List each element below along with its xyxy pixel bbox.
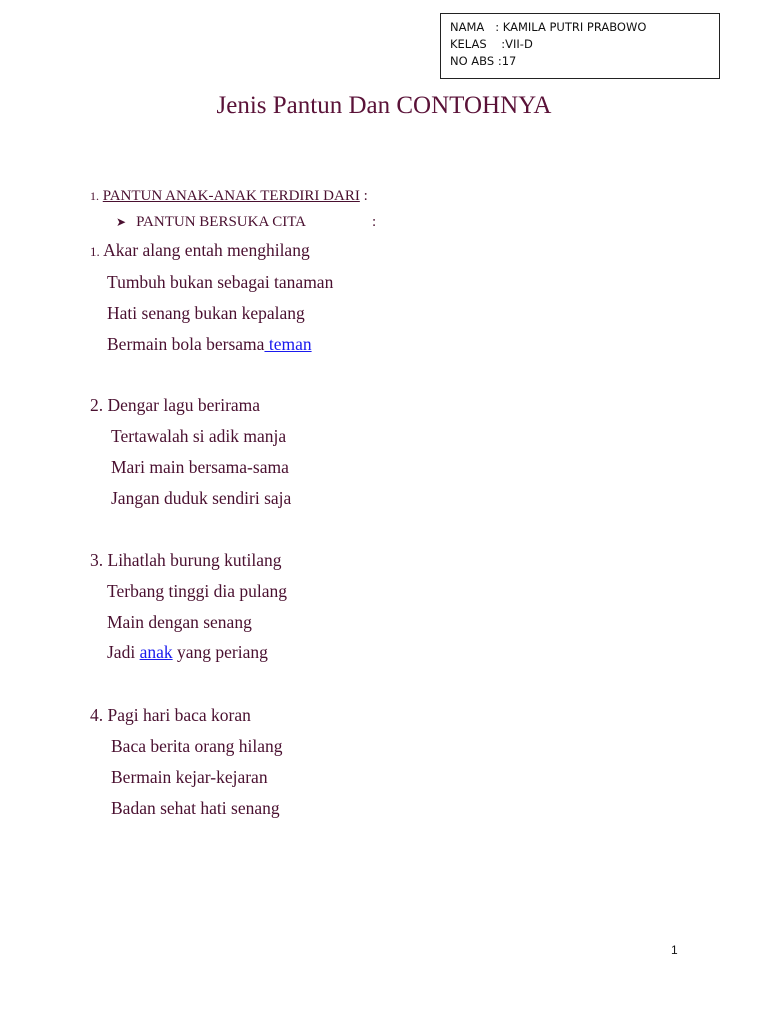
pantun-3-line-1 bbox=[90, 550, 282, 571]
pantun-3-text-4: Jadi bbox=[107, 642, 140, 662]
sub-heading-text: PANTUN BERSUKA CITA bbox=[136, 214, 306, 230]
pantun-3-text-1: Lihatlah burung kutilang bbox=[107, 550, 282, 570]
pantun-2-line-3: Mari main bersama-sama bbox=[111, 457, 289, 477]
sub-heading-colon: : bbox=[372, 214, 377, 230]
pantun-4-line-2: Baca berita orang hilang bbox=[111, 736, 283, 756]
arrow-bullet-icon: ➤ bbox=[116, 215, 127, 229]
pantun-1-line-4 bbox=[107, 334, 312, 355]
pantun-2-number: 2. bbox=[90, 395, 104, 415]
pantun-2-line-1 bbox=[90, 395, 260, 416]
section-heading bbox=[90, 188, 368, 205]
pantun-3-line-3: Main dengan senang bbox=[107, 612, 252, 632]
pantun-1-text-1: Akar alang entah menghilang bbox=[103, 240, 310, 260]
link-teman[interactable]: teman bbox=[264, 334, 312, 354]
section-number: 1. bbox=[90, 189, 99, 203]
pantun-1-text-4: Bermain bola bersama bbox=[107, 334, 265, 354]
section-heading-text: PANTUN ANAK-ANAK TERDIRI DARI bbox=[102, 188, 360, 204]
pantun-3-after-link: yang periang bbox=[172, 642, 268, 662]
link-anak[interactable]: anak bbox=[139, 642, 173, 662]
pantun-3-number: 3. bbox=[90, 550, 104, 570]
info-kelas: KELAS :VII-D bbox=[450, 37, 533, 51]
pantun-3-line-2: Terbang tinggi dia pulang bbox=[107, 581, 288, 601]
pantun-3-line-4 bbox=[107, 642, 268, 663]
pantun-1-line-2: Tumbuh bukan sebagai tanaman bbox=[107, 272, 334, 292]
pantun-4-line-4: Badan sehat hati senang bbox=[111, 798, 280, 818]
pantun-2-line-4: Jangan duduk sendiri saja bbox=[111, 488, 292, 508]
pantun-2-text-1: Dengar lagu berirama bbox=[107, 395, 261, 415]
sub-heading bbox=[116, 214, 396, 231]
page-number: 1 bbox=[671, 943, 678, 957]
student-info-box bbox=[440, 13, 720, 79]
info-nama: NAMA : KAMILA PUTRI PRABOWO bbox=[450, 20, 647, 34]
pantun-1-line-1 bbox=[90, 240, 310, 261]
pantun-4-number: 4. bbox=[90, 705, 104, 725]
pantun-1-number: 1. bbox=[90, 244, 100, 259]
pantun-4-line-1 bbox=[90, 705, 251, 726]
info-no-abs: NO ABS :17 bbox=[450, 54, 517, 68]
pantun-2-line-2: Tertawalah si adik manja bbox=[111, 426, 287, 446]
pantun-1-line-3: Hati senang bukan kepalang bbox=[107, 303, 305, 323]
pantun-4-text-1: Pagi hari baca koran bbox=[107, 705, 251, 725]
pantun-4-line-3: Bermain kejar-kejaran bbox=[111, 767, 268, 787]
section-colon: : bbox=[363, 188, 368, 204]
page-title: Jenis Pantun Dan CONTOHNYA bbox=[216, 92, 552, 119]
